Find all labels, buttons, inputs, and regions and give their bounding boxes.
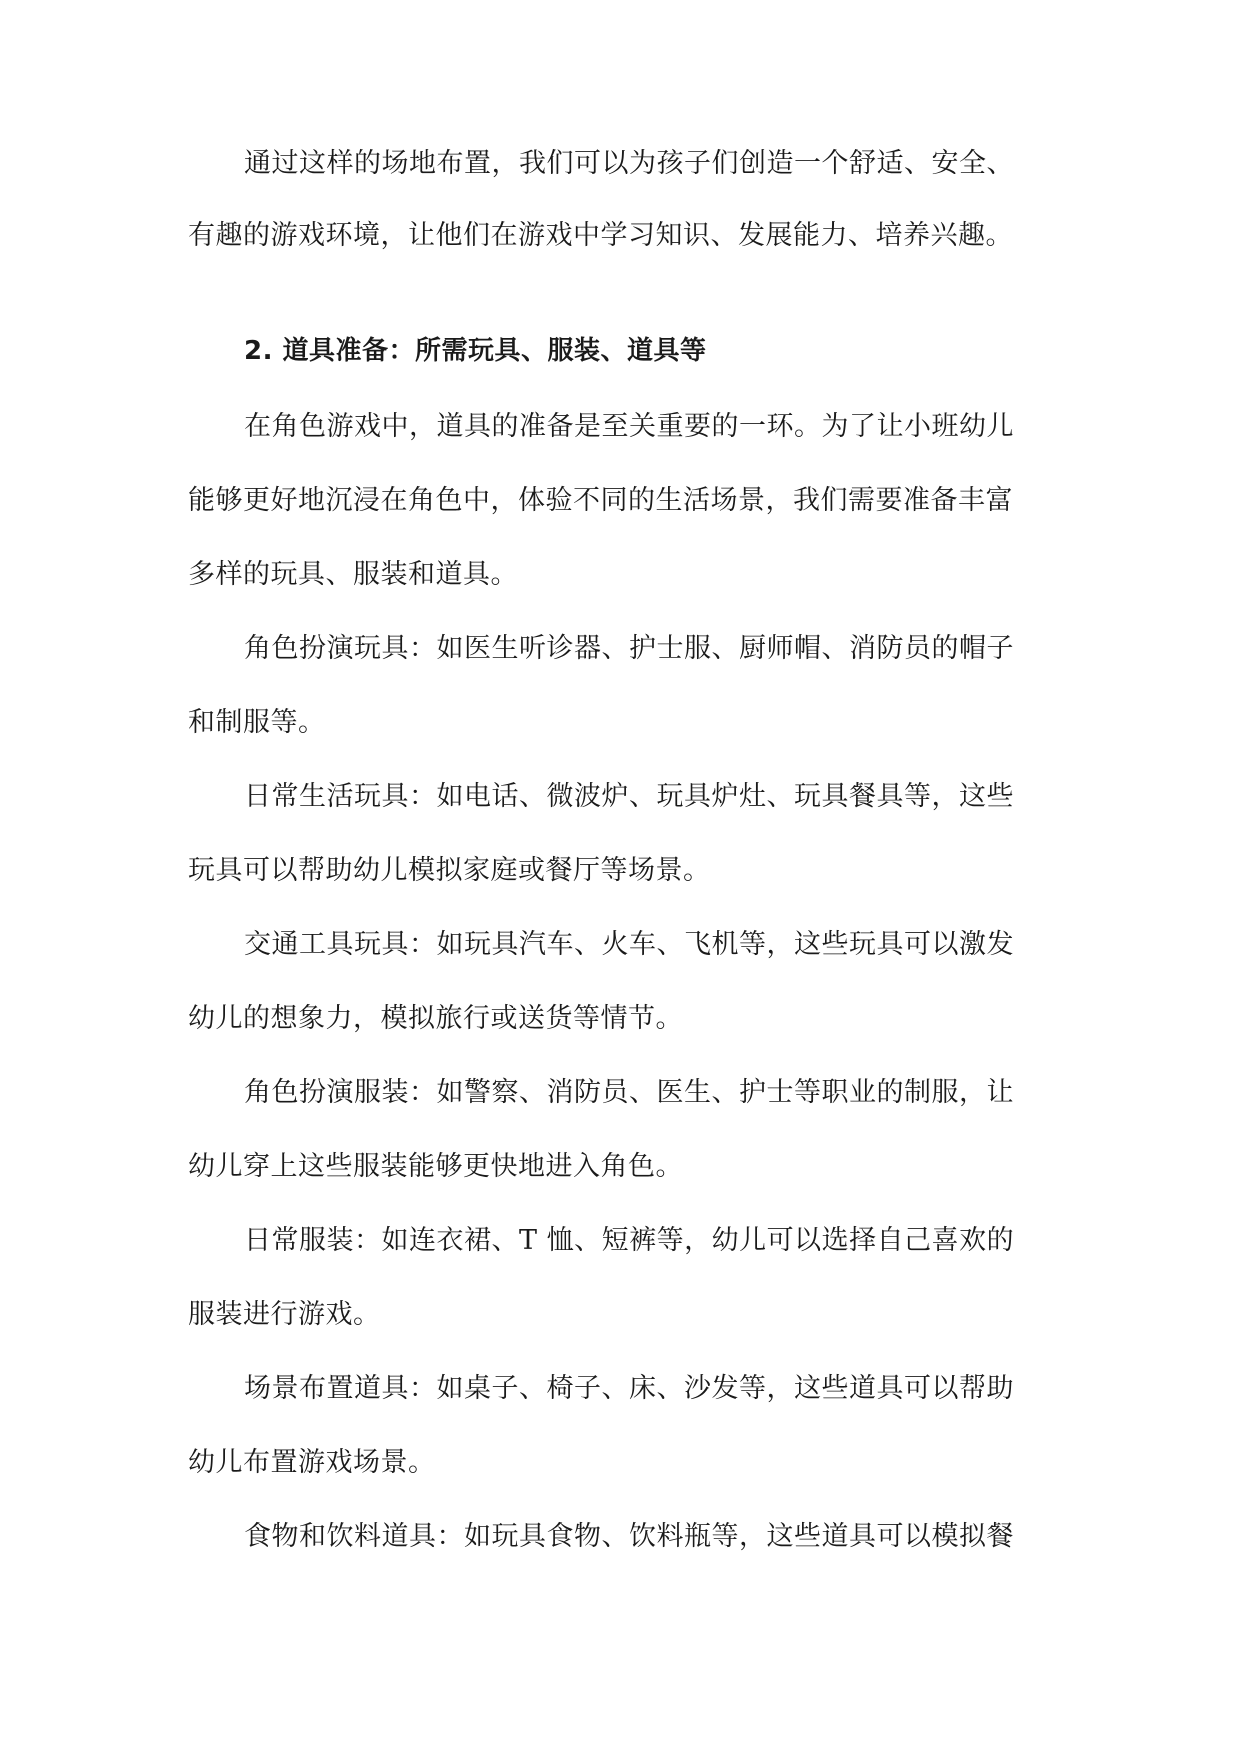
section-heading: 2. 道具准备：所需玩具、服装、道具等 <box>244 336 707 366</box>
paragraph-line: 多样的玩具、服装和道具。 <box>188 559 518 590</box>
paragraph-line: 和制服等。 <box>188 707 326 738</box>
paragraph-line: 幼儿布置游戏场景。 <box>188 1447 436 1478</box>
paragraph-line: 日常生活玩具：如电话、微波炉、玩具炉灶、玩具餐具等，这些 <box>244 781 1014 812</box>
paragraph-line: 幼儿穿上这些服装能够更快地进入角色。 <box>188 1151 683 1182</box>
paragraph-line: 玩具可以帮助幼儿模拟家庭或餐厅等场景。 <box>188 855 711 886</box>
paragraph-line: 食物和饮料道具：如玩具食物、饮料瓶等，这些道具可以模拟餐 <box>244 1521 1014 1552</box>
paragraph-line: 交通工具玩具：如玩具汽车、火车、飞机等，这些玩具可以激发 <box>244 929 1014 960</box>
paragraph-line: 通过这样的场地布置，我们可以为孩子们创造一个舒适、安全、 <box>244 148 1014 179</box>
paragraph-line: 日常服装：如连衣裙、T 恤、短裤等，幼儿可以选择自己喜欢的 <box>244 1225 1015 1256</box>
paragraph-line: 角色扮演服装：如警察、消防员、医生、护士等职业的制服，让 <box>244 1077 1014 1108</box>
paragraph-line: 有趣的游戏环境，让他们在游戏中学习知识、发展能力、培养兴趣。 <box>188 220 1013 251</box>
paragraph-line: 在角色游戏中，道具的准备是至关重要的一环。为了让小班幼儿 <box>244 411 1014 442</box>
paragraph-line: 幼儿的想象力，模拟旅行或送货等情节。 <box>188 1003 683 1034</box>
paragraph-line: 服装进行游戏。 <box>188 1299 381 1330</box>
paragraph-line: 场景布置道具：如桌子、椅子、床、沙发等，这些道具可以帮助 <box>244 1373 1014 1404</box>
paragraph-line: 能够更好地沉浸在角色中，体验不同的生活场景，我们需要准备丰富 <box>188 485 1013 516</box>
paragraph-line: 角色扮演玩具：如医生听诊器、护士服、厨师帽、消防员的帽子 <box>244 633 1014 664</box>
